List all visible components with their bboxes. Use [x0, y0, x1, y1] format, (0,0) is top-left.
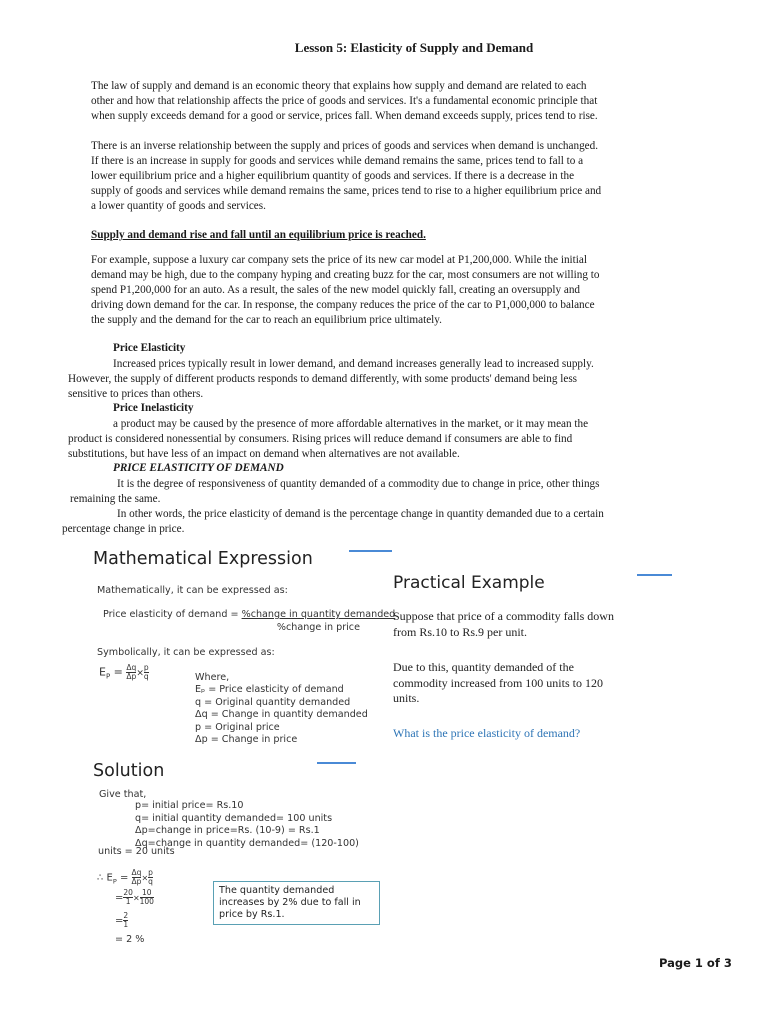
solution-heading: Solution	[93, 761, 165, 781]
example-line: For example, suppose a luxury car company sets the price of its new car model at P1,200,000. While the initial	[91, 254, 587, 266]
result-note-box	[213, 881, 380, 925]
variable-definitions	[195, 684, 368, 747]
given-line: q= initial quantity demanded= 100 units	[135, 812, 333, 824]
practical-heading: Practical Example	[393, 573, 545, 593]
math-heading: Mathematical Expression	[93, 549, 313, 569]
definition-line: Δp = Change in price	[195, 734, 298, 745]
definition-line: p = Original price	[195, 721, 280, 733]
value-100: 100	[139, 897, 154, 906]
solution-result: = 2 %	[115, 934, 145, 945]
note-line: The quantity demanded	[219, 885, 335, 896]
example-paragraph	[91, 253, 599, 328]
ep-symbol: E	[99, 665, 106, 679]
intro-p2-line: lower equilibrium price and a higher equilibrium quantity of goods and services. If there is a decrease in the	[91, 170, 575, 182]
note-line: increases by 2% due to fall in	[219, 897, 361, 908]
delta-p: Δp	[126, 672, 137, 681]
solution-formula	[97, 869, 153, 886]
practical-paragraph-1	[393, 609, 614, 640]
ep-subscript: P	[112, 877, 117, 886]
times-sign: ×	[132, 893, 140, 903]
ped-body	[62, 477, 604, 537]
intro-p2-line: There is an inverse relationship between the supply and prices of goods and services when demand is unchanged.	[91, 140, 599, 152]
intro-p2-line: supply of goods and services while demand remains the same, prices tend to rise to a higher equilibrium price and	[91, 185, 602, 197]
q-symbol: q	[148, 877, 153, 886]
price-inelasticity-line: a product may be caused by the presence of more affordable alternatives in the market, or it may mean the	[113, 418, 589, 430]
equilibrium-subheading: Supply and demand rise and fall until an equilibrium price is reached.	[91, 229, 426, 241]
intro-p1-line: The law of supply and demand is an economic theory that explains how supply and demand are related to each	[91, 80, 587, 92]
practical-paragraph-2	[393, 660, 603, 707]
practical-line: Due to this, quantity demanded of the	[393, 660, 574, 674]
example-line: demand may be high, due to the company hyping and creating buzz for the car, most consumers are not willing to	[91, 269, 600, 281]
practical-accent-rule	[637, 574, 672, 576]
page-number: Page 1 of 3	[659, 956, 732, 970]
price-inelasticity-body	[68, 417, 588, 462]
ep-subscript: P	[105, 672, 111, 681]
ped-heading: PRICE ELASTICITY OF DEMAND	[113, 462, 284, 474]
given-line: p= initial price= Rs.10	[135, 800, 244, 811]
times-sign: ×	[136, 668, 144, 679]
example-line: the supply and the demand for the car to reach an equilibrium price ultimately.	[91, 314, 442, 326]
delta-q: Δq	[131, 868, 142, 877]
price-elasticity-heading: Price Elasticity	[113, 342, 186, 354]
ped-line: It is the degree of responsiveness of quantity demanded of a commodity due to change in price, other things	[117, 478, 600, 490]
solution-step-2	[115, 912, 128, 929]
price-elasticity-line: Increased prices typically result in lower demand, and demand increases generally lead to increased supply.	[113, 358, 594, 370]
p-symbol: p	[143, 663, 149, 672]
delta-p: Δp	[131, 877, 142, 886]
practical-line: from Rs.10 to Rs.9 per unit.	[393, 624, 527, 639]
intro-p2-line: If there is an increase in supply for goods and services while demand remains the same, prices tend to fall to a	[91, 155, 584, 167]
example-line: driving down demand for the car. In response, the company reduces the price of the car to P1,000,000 to balance	[91, 299, 595, 311]
equals-sign: =	[115, 892, 124, 904]
formula-denominator: %change in price	[276, 621, 360, 633]
value-1: 1	[125, 897, 131, 906]
price-elasticity-line: sensitive to prices than others.	[68, 388, 204, 400]
definition-line: q = Original quantity demanded	[195, 696, 351, 708]
given-line: Δp=change in price=Rs. (10-9) = Rs.1	[135, 825, 320, 836]
equals-sign: =	[110, 665, 127, 679]
formula-lhs: Price elasticity of demand =	[103, 609, 242, 620]
given-label: Give that,	[99, 789, 147, 800]
therefore-ep: ∴ E	[97, 872, 113, 884]
delta-q: Δq	[126, 663, 137, 672]
practical-line: commodity increased from 100 units to 120	[393, 675, 603, 690]
practical-line: units.	[393, 691, 420, 705]
value-1: 1	[123, 920, 129, 929]
price-inelasticity-line: substitutions, but have less of an impact on demand when alternatives are not available.	[68, 448, 460, 460]
given-line: Δq=change in quantity demanded= (120-100)	[135, 837, 359, 849]
solution-step-1	[115, 889, 154, 906]
given-values	[135, 800, 359, 850]
p-symbol: p	[148, 868, 153, 877]
where-label: Where,	[195, 672, 230, 683]
page-title: Lesson 5: Elasticity of Supply and Demand	[294, 40, 534, 55]
ped-line: remaining the same.	[70, 493, 161, 505]
intro-p1-line: other and how that relationship affects the price of goods and services. It's a fundamental economic principle that	[91, 95, 598, 107]
symbolic-formula	[99, 664, 149, 681]
ped-line: percentage change in price.	[62, 523, 185, 535]
note-line: price by Rs.1.	[219, 909, 285, 920]
price-inelasticity-line: product is considered nonessential by consumers. Rising prices will reduce demand if consumers are able to find	[68, 433, 573, 445]
price-elasticity-body	[68, 357, 594, 402]
practical-question: What is the price elasticity of demand?	[393, 726, 581, 740]
intro-p2-line: a lower quantity of goods and services.	[91, 200, 266, 212]
equals-sign: =	[115, 915, 124, 927]
value-2: 2	[123, 911, 129, 920]
math-accent-rule	[349, 550, 392, 552]
q-symbol: q	[143, 672, 149, 681]
ped-line: In other words, the price elasticity of demand is the percentage change in quantity demanded due to a certain	[117, 508, 604, 520]
definition-line: Δq = Change in quantity demanded	[195, 709, 368, 720]
equals-sign: =	[116, 872, 132, 884]
value-10: 10	[140, 889, 154, 898]
practical-line: Suppose that price of a commodity falls down	[393, 609, 614, 623]
symbolic-intro: Symbolically, it can be expressed as:	[97, 647, 275, 658]
intro-paragraph-2	[91, 139, 601, 214]
units-line: units = 20 units	[98, 846, 175, 857]
price-elasticity-line: However, the supply of different products responds to demand differently, with some products' demand being less	[68, 373, 578, 385]
definition-line: Eₚ = Price elasticity of demand	[195, 684, 344, 695]
solution-accent-rule	[317, 762, 356, 764]
formula-numerator: %change in quantity demanded	[241, 609, 396, 620]
example-line: spend P1,200,000 for an auto. As a result, the sales of the new model quickly fall, creating an oversupply and	[91, 284, 581, 296]
price-inelasticity-heading: Price Inelasticity	[113, 402, 194, 414]
ped-formula	[103, 609, 395, 634]
math-intro: Mathematically, it can be expressed as:	[97, 585, 288, 596]
intro-paragraph-1	[91, 79, 598, 124]
intro-p1-line: when supply exceeds demand for a good or service, prices fall. When demand exceeds supply, prices tend to rise.	[91, 110, 598, 122]
value-20: 20	[123, 888, 133, 897]
times-sign: ×	[141, 873, 149, 883]
